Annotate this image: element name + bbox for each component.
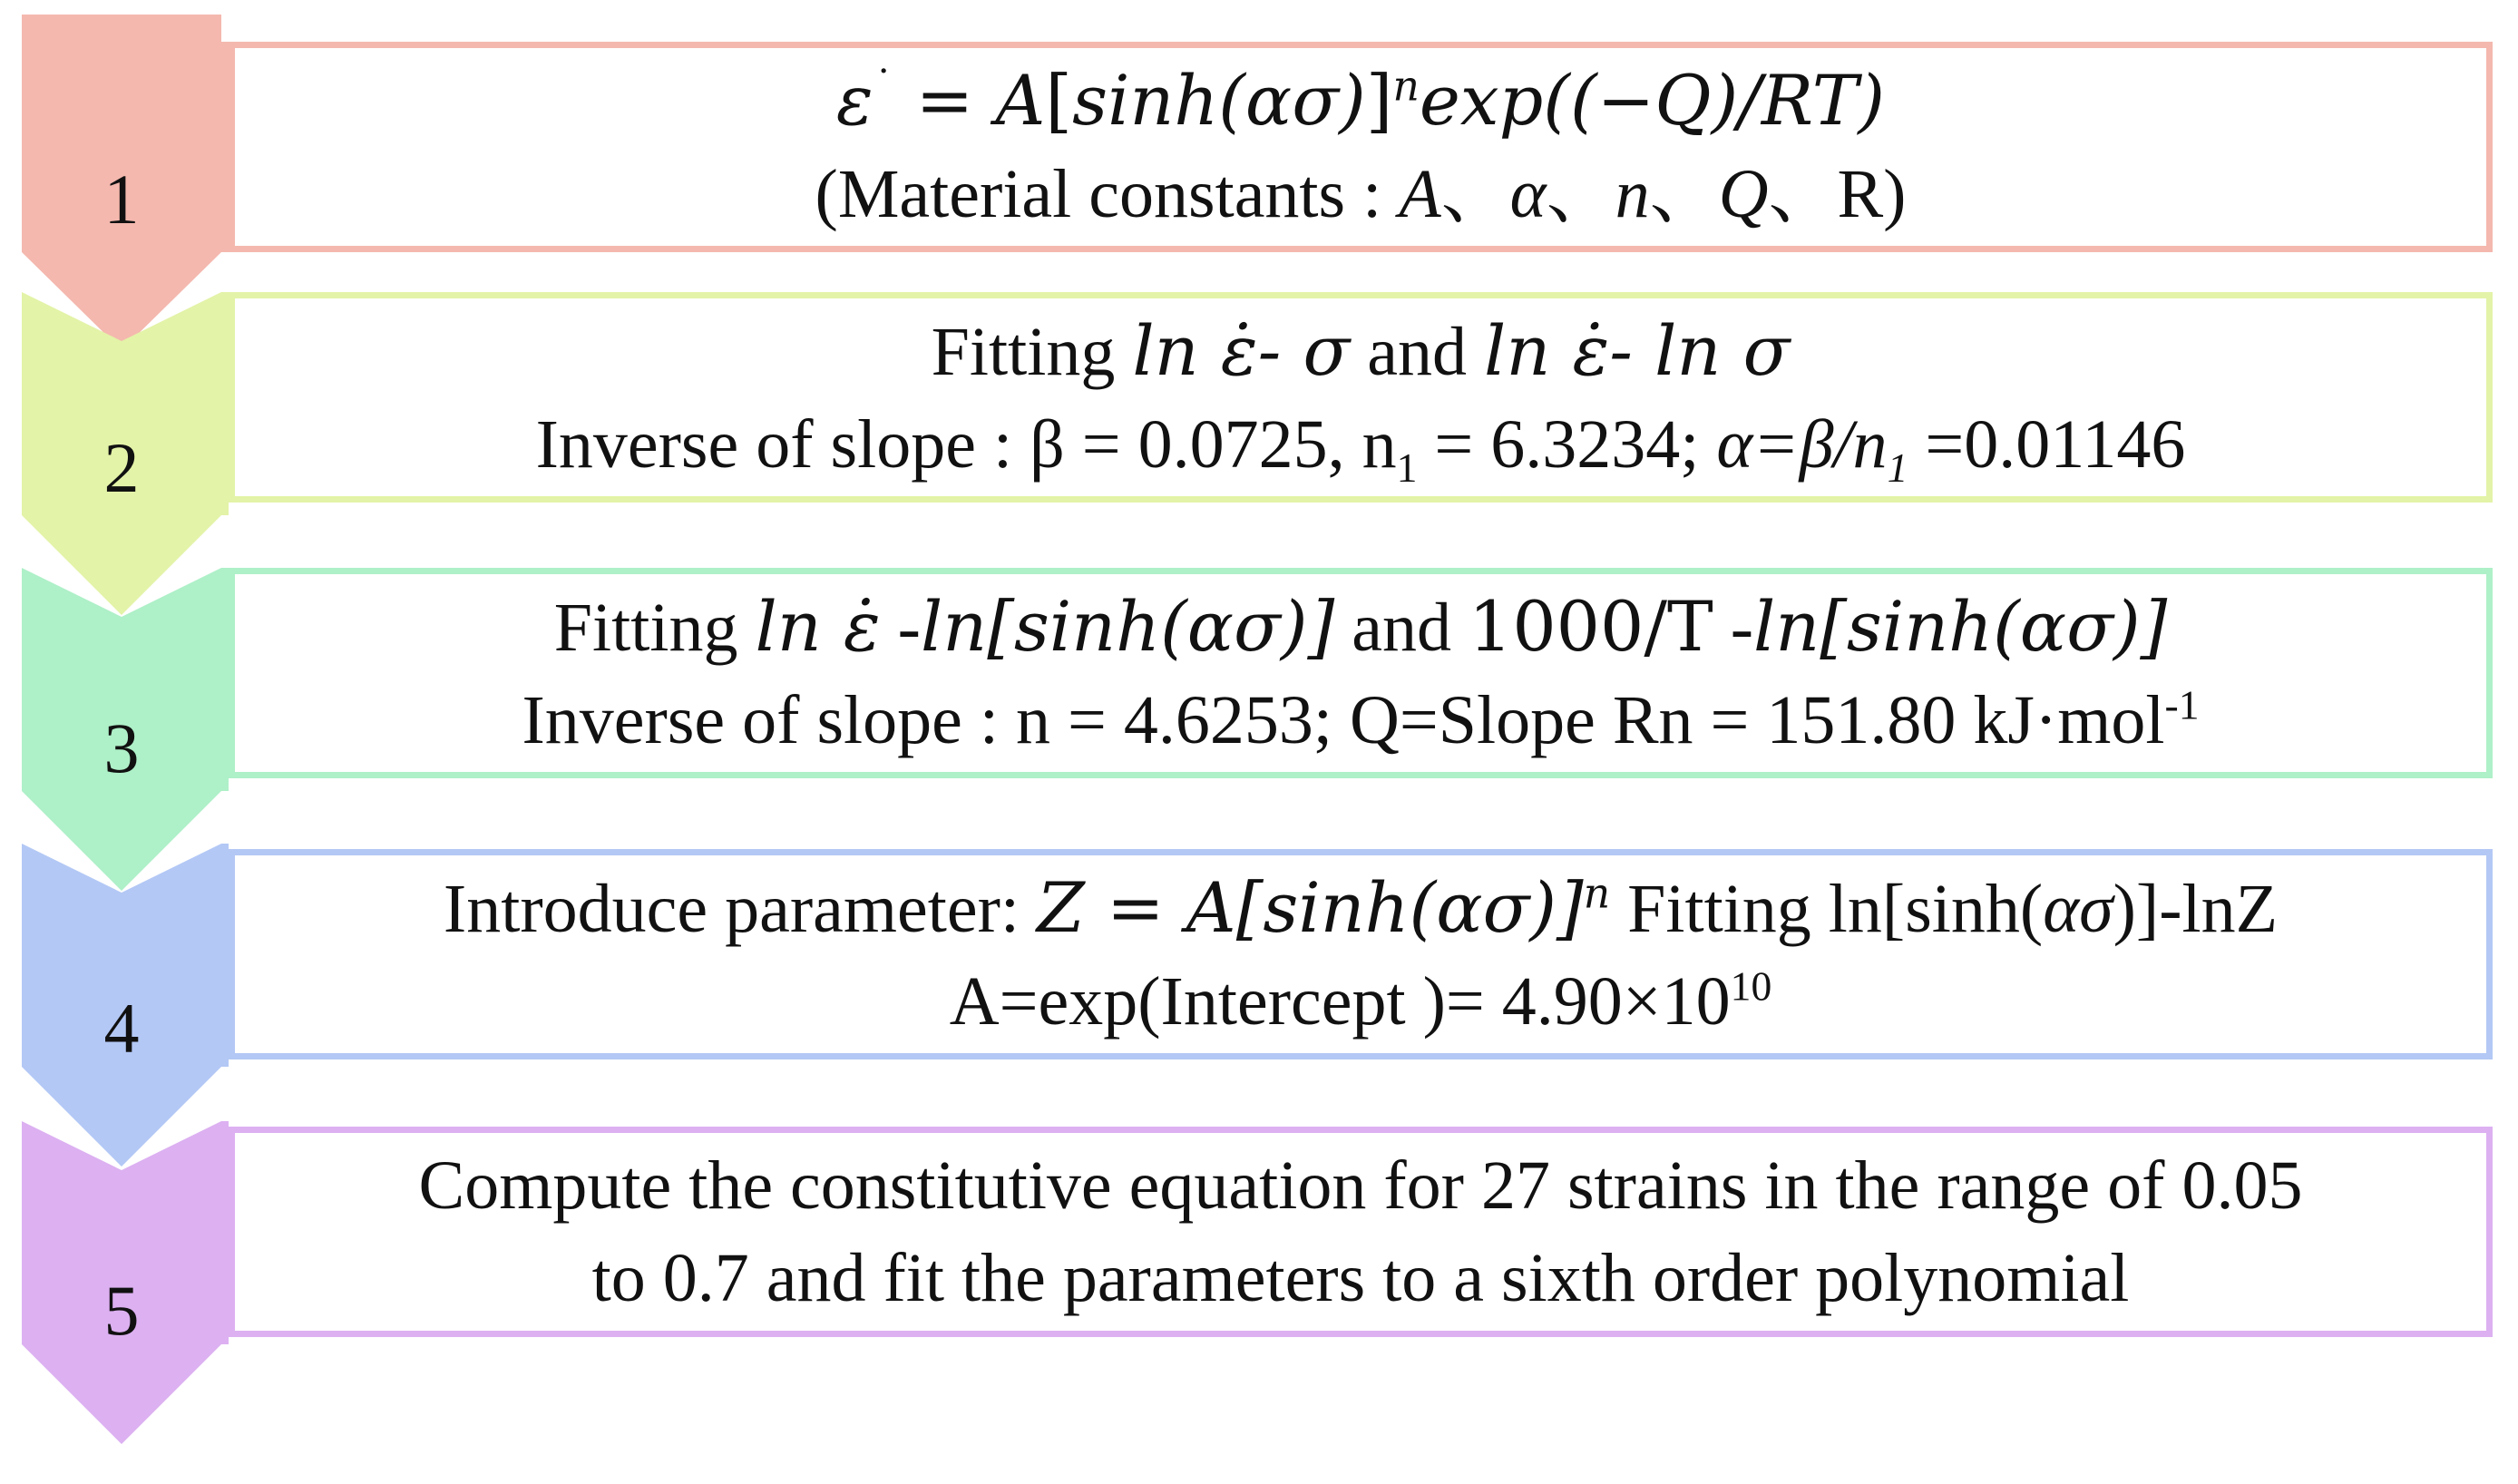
step-3-slope: Inverse of slope : n = 4.6253; Q=Slope Rn = 151.80 kJ·mol$^{-1}$: [522, 681, 2200, 758]
step-1-number: 1: [103, 160, 140, 239]
step-5: [0, 1121, 2518, 1393]
step-2: [0, 292, 2518, 564]
step-5-line-2: to 0.7 and fit the parameters to a sixth order polynomial: [591, 1240, 2130, 1316]
step-1-box: [229, 42, 2493, 252]
step-2-fitting: Fitting ln ε̇- σ and ln ε̇- ln σ: [931, 309, 1791, 391]
step-5-box: [229, 1127, 2493, 1337]
step-5-line-1: Compute the constitutive equation for 27 strains in the range of 0.05: [418, 1147, 2303, 1224]
step-3-number: 3: [103, 708, 140, 787]
step-1: [0, 15, 2518, 287]
step-3-fitting: Fitting ln ε̇ -ln[sinh(ασ)] and 1000/T -ln[sinh(ασ)]: [553, 585, 2168, 667]
step-4-number: 4: [103, 989, 140, 1068]
step-5-number: 5: [103, 1271, 140, 1350]
step-2-number: 2: [103, 428, 140, 507]
step-4-intercept: A=exp(Intercept )= $4.90\times 10^{10}$: [949, 962, 1772, 1040]
step-4-parameter: Introduce parameter: $Z = A[\sinh(\alpha\sigma)]^n$ Fitting ln[sinh(ασ)]-lnZ: [443, 866, 2279, 948]
step-4: [0, 844, 2518, 1116]
step-4-box: [229, 849, 2493, 1059]
step-1-equation: $\varepsilon^˙ = A[\sinh(\alpha\sigma)]^n\exp((-Q)/RT)$: [835, 59, 1886, 141]
step-1-constants: (Material constants : A、α、n、Q、R): [815, 155, 1907, 232]
step-3-box: [229, 568, 2493, 778]
step-2-box: [229, 292, 2493, 503]
step-2-slope: Inverse of slope : β = 0.0725, $n_1 = 6.3234$; $\alpha=\beta/n_1 =0.01146$: [535, 405, 2186, 491]
step-3: [0, 568, 2518, 840]
